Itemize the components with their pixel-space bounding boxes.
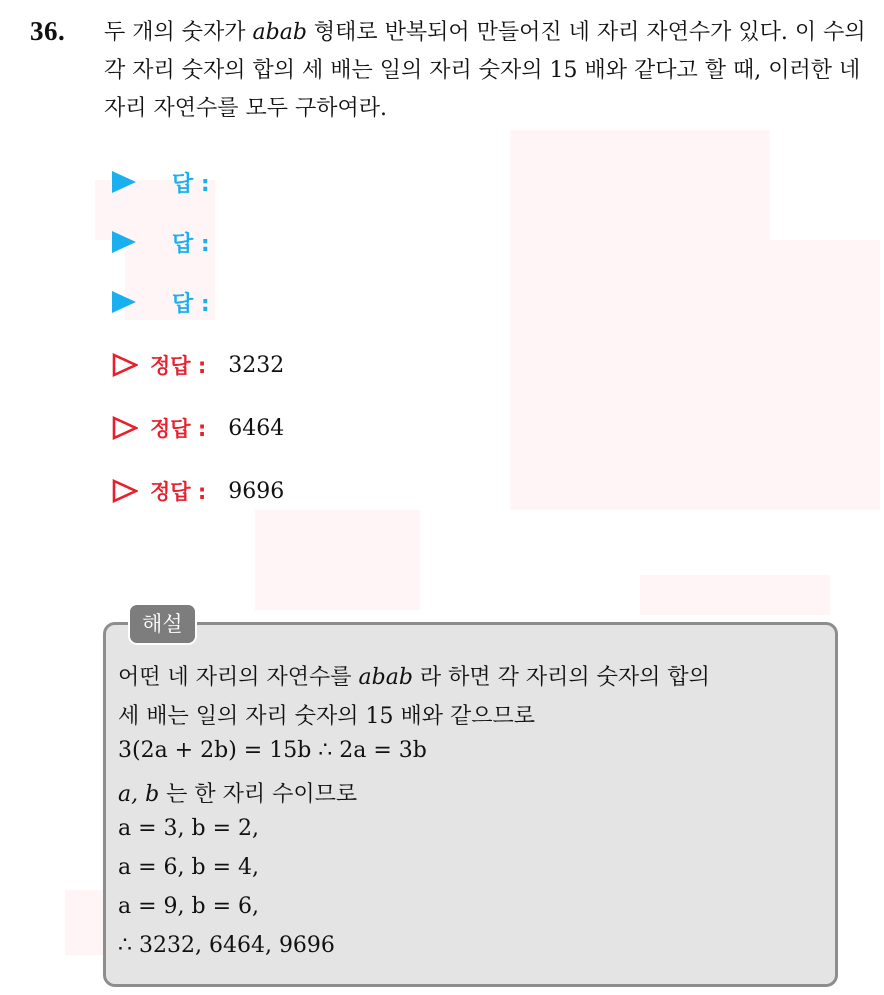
outline-triangle-icon bbox=[112, 479, 138, 503]
correct-answer-row bbox=[112, 412, 284, 444]
correct-answer-value: 9696 bbox=[228, 478, 285, 504]
question-number: 36. bbox=[30, 16, 66, 46]
explanation-equation: a = 3, b = 2, bbox=[118, 816, 260, 841]
explanation-variable: a, b bbox=[118, 782, 160, 807]
answer-row[interactable] bbox=[112, 166, 210, 198]
explanation-text: 는 한 자리 수이므로 bbox=[159, 782, 358, 807]
explanation-line bbox=[118, 660, 710, 691]
explanation-equation: a = 6, b = 4, bbox=[118, 855, 260, 880]
answer-row[interactable] bbox=[112, 226, 210, 258]
correct-answer-label: 정답 : bbox=[150, 354, 207, 378]
question-text-part: 형태로 반복되어 만들어진 네 자리 자연수가 있다. 이 수의 각 자리 숫자의 합의 세 배는 일의 자리 숫자의 15 배와 같다고 할 때, 이러한 네 자리 자연수를 모두 구하여라. bbox=[104, 20, 866, 121]
background-watermark bbox=[65, 890, 105, 955]
explanation-equation: a = 9, b = 6, bbox=[118, 894, 260, 919]
question-text-part: 두 개의 숫자가 bbox=[104, 20, 253, 45]
background-watermark bbox=[510, 130, 770, 240]
explanation-variable: abab bbox=[358, 665, 413, 690]
background-watermark bbox=[510, 240, 880, 510]
question-variable: abab bbox=[252, 20, 307, 45]
explanation-equation: 3(2a + 2b) = 15b ∴ 2a = 3b bbox=[118, 738, 427, 763]
play-triangle-icon bbox=[112, 231, 136, 253]
correct-answer-row bbox=[112, 475, 284, 507]
correct-answer-label: 정답 : bbox=[150, 480, 207, 504]
play-triangle-icon bbox=[112, 171, 136, 193]
explanation-text: 어떤 네 자리의 자연수를 bbox=[118, 665, 359, 690]
explanation-tag: 해설 bbox=[128, 603, 197, 645]
explanation-conclusion: ∴ 3232, 6464, 9696 bbox=[118, 933, 335, 958]
explanation-line bbox=[118, 777, 357, 808]
explanation-text: 라 하면 각 자리의 숫자의 합의 bbox=[412, 665, 710, 690]
correct-answer-value: 6464 bbox=[228, 415, 285, 441]
background-watermark bbox=[255, 510, 420, 610]
background-watermark bbox=[640, 575, 830, 615]
outline-triangle-icon bbox=[112, 353, 138, 377]
answer-label: 답 : bbox=[172, 291, 210, 317]
correct-answer-label: 정답 : bbox=[150, 417, 207, 441]
explanation-line: 세 배는 일의 자리 숫자의 15 배와 같으므로 bbox=[118, 704, 535, 729]
play-triangle-icon bbox=[112, 291, 136, 313]
correct-answer-row bbox=[112, 349, 284, 381]
answer-label: 답 : bbox=[172, 231, 210, 257]
answer-label: 답 : bbox=[172, 171, 210, 197]
correct-answer-value: 3232 bbox=[228, 352, 285, 378]
outline-triangle-icon bbox=[112, 416, 138, 440]
answer-row[interactable] bbox=[112, 286, 210, 318]
question-text bbox=[104, 14, 874, 128]
